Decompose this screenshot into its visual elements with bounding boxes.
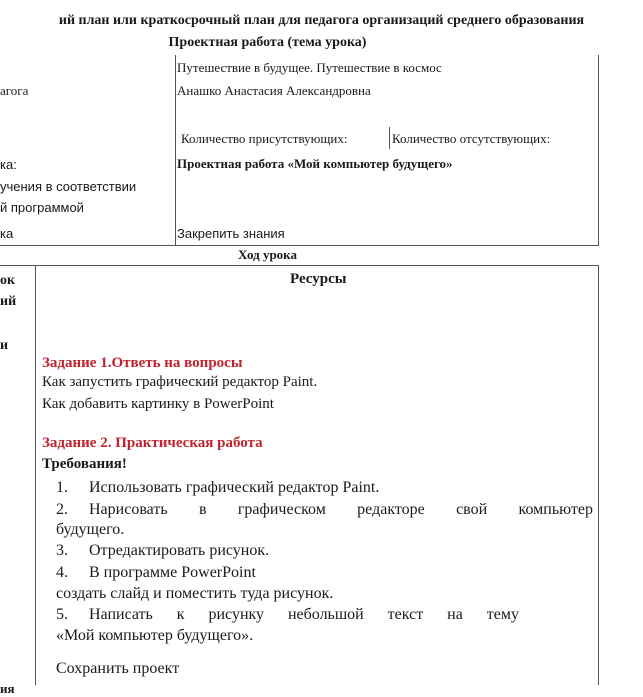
resources-heading: Ресурсы [290, 271, 347, 287]
step-5-continuation: «Мой компьютер будущего». [56, 627, 254, 644]
step-4-continuation: создать слайд и поместить туда рисунок. [56, 585, 334, 602]
lesson-theme: Проектная работа «Мой компьютер будущего» [177, 156, 453, 171]
lesson-goal: Закрепить знания [177, 226, 285, 241]
present-count-label: Количество присутствующих: [181, 131, 348, 146]
lesson-flow-heading: Ход урока [238, 247, 297, 262]
lesson-theme-label: ка: [0, 157, 17, 172]
lesson-goal-label: ка [0, 226, 14, 241]
document-subtitle: Проектная работа (тема урока) [168, 35, 367, 50]
left-col-bottom-label: ия [0, 681, 15, 696]
teacher-name: Анашко Анастасия Александровна [177, 83, 371, 98]
absent-count-label: Количество отсутствующих: [392, 131, 551, 146]
task1-question-2: Как добавить картинку в PowerPoint [42, 396, 274, 412]
left-col-label-3: и [0, 338, 9, 353]
task1-question-1: Как запустить графический редактор Paint. [42, 374, 318, 390]
learning-goals-label-line1: учения в соответствии [0, 179, 137, 194]
step-3-text: Отредактировать рисунок. [89, 542, 270, 559]
learning-goals-label-line2: й программой [0, 200, 84, 215]
step-2-text: Нарисовать в графическом редакторе свой компьютер [89, 501, 593, 518]
step-2-continuation: будущего. [56, 521, 125, 538]
step-2-number: 2. [56, 501, 68, 518]
left-col-label-2: ий [0, 294, 17, 309]
step-4-text: В программе PowerPoint [89, 564, 256, 581]
task2-requirements: Требования! [42, 456, 127, 472]
task2-title: Задание 2. Практическая работа [42, 435, 263, 451]
teacher-label: агога [0, 83, 29, 98]
step-5-text: Написать к рисунку небольшой текст на тему [89, 606, 519, 623]
lesson-topic: Путешествие в будущее. Путешествие в космос [177, 60, 442, 75]
document-title: ий план или краткосрочный план для педагога организаций среднего образования [58, 13, 585, 28]
step-1-text: Использовать графический редактор Paint. [89, 479, 380, 496]
save-project-text: Сохранить проект [56, 660, 180, 677]
step-3-number: 3. [56, 542, 68, 559]
task1-title: Задание 1.Ответь на вопросы [42, 355, 243, 371]
step-5-number: 5. [56, 606, 68, 623]
step-1-number: 1. [56, 479, 68, 496]
left-col-label-1: ок [0, 273, 16, 288]
step-4-number: 4. [56, 564, 68, 581]
